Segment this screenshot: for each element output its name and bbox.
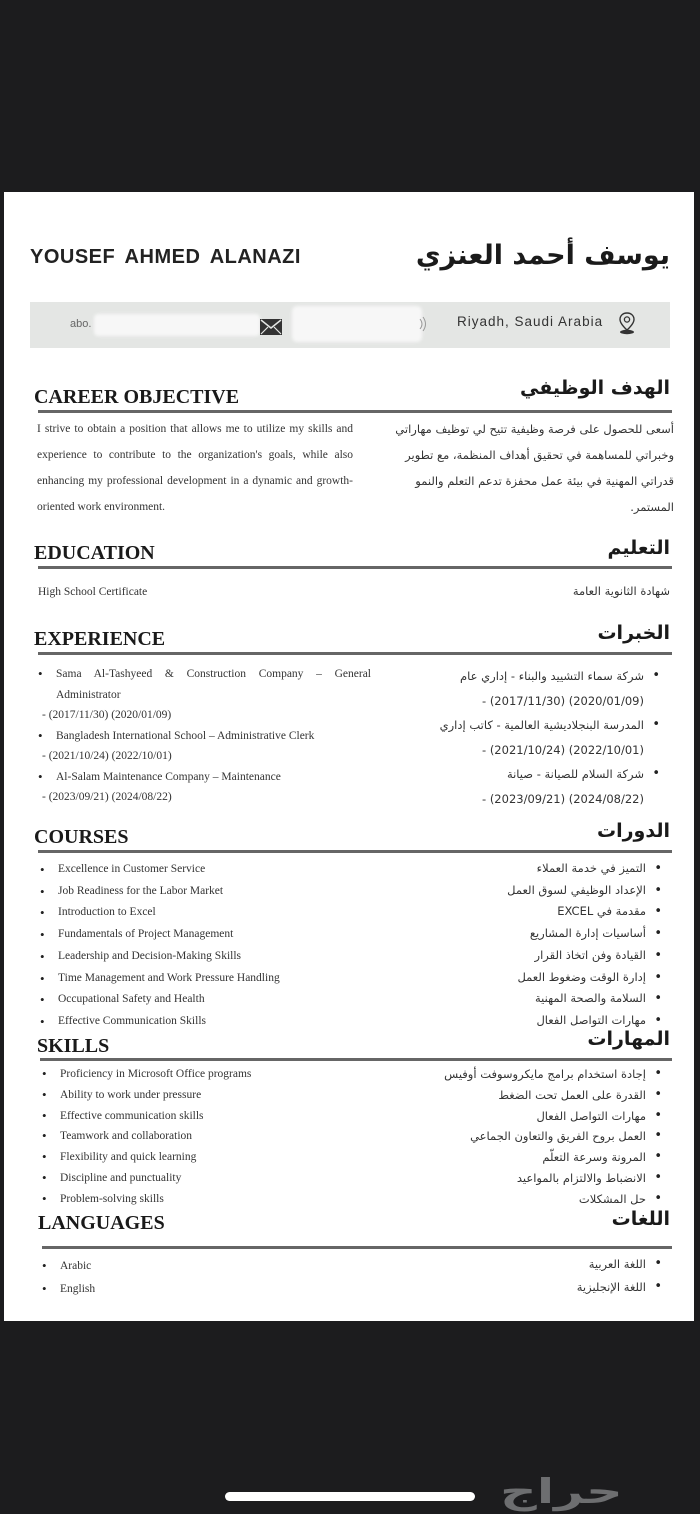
skill-item: • إجادة استخدام برامج مايكروسوفت أوفيس xyxy=(444,1064,666,1085)
course-item: • Effective Communication Skills xyxy=(38,1011,280,1033)
skills-list-en xyxy=(40,1064,251,1210)
experience-item: • Sama Al-Tashyeed & Construction Company – General Administrator xyxy=(36,664,371,705)
courses-list-en xyxy=(38,859,280,1033)
course-item: • مهارات التواصل الفعال xyxy=(507,1010,666,1032)
language-item: • اللغة الإنجليزية xyxy=(577,1276,666,1299)
education-item-ar: شهادة الثانوية العامة xyxy=(572,584,670,598)
experience-item: • Bangladesh International School – Administrative Clerk xyxy=(36,726,371,747)
skill-item: • Effective communication skills xyxy=(40,1106,251,1127)
course-item: • Job Readiness for the Labor Market xyxy=(38,881,280,903)
course-item: • مقدمة في EXCEL xyxy=(507,901,666,923)
experience-dates: - (2021/10/24) (2022/10/01) xyxy=(482,742,644,757)
section-divider xyxy=(42,1246,672,1249)
course-item: • Introduction to Excel xyxy=(38,902,280,924)
experience-dates: - (2017/11/30) (2020/01/09) xyxy=(482,693,644,708)
skill-item: • Teamwork and collaboration xyxy=(40,1126,251,1147)
languages-title-ar: اللغات xyxy=(611,1208,670,1230)
languages-title-en: LANGUAGES xyxy=(38,1212,165,1234)
course-item: • الإعداد الوظيفي لسوق العمل xyxy=(507,880,666,902)
section-divider xyxy=(38,652,672,655)
skills-list-ar xyxy=(444,1064,666,1210)
education-title-ar: التعليم xyxy=(607,537,670,559)
section-divider xyxy=(38,410,672,413)
skill-item: • الانضباط والالتزام بالمواعيد xyxy=(444,1168,666,1189)
courses-title-ar: الدورات xyxy=(597,820,670,842)
home-indicator[interactable] xyxy=(225,1492,475,1501)
section-divider xyxy=(40,1058,672,1061)
experience-title-ar: الخبرات xyxy=(597,622,670,644)
experience-dates: - (2023/09/21) (2024/08/22) xyxy=(482,791,644,806)
section-divider xyxy=(38,850,672,853)
skill-item: • القدرة على العمل تحت الضغط xyxy=(444,1085,666,1106)
career-objective-title-ar: الهدف الوظيفي xyxy=(520,377,670,399)
objective-text-ar: أسعى للحصول على فرصة وظيفية تتيح لي توظيف مهاراتي وخبراتي للمساهمة في تحقيق أهداف المنظمة، مع تطوير قدراتي المهنية في بيئة عمل محفزة تدعم التعلم والنمو المستمر. xyxy=(395,422,674,514)
skill-item: • Flexibility and quick learning xyxy=(40,1147,251,1168)
experience-list-ar xyxy=(364,664,664,811)
course-item: • Occupational Safety and Health xyxy=(38,989,280,1011)
courses-list-ar xyxy=(507,858,666,1032)
course-item: • Leadership and Decision-Making Skills xyxy=(38,946,280,968)
resume-page xyxy=(4,192,694,1321)
course-item: • Excellence in Customer Service xyxy=(38,859,280,881)
career-objective-title-en: CAREER OBJECTIVE xyxy=(34,386,240,408)
skill-item: • العمل بروح الفريق والتعاون الجماعي xyxy=(444,1126,666,1147)
experience-item: • شركة سماء التشييد والبناء - إداري عام - (2017/11/30) (2020/01/09) xyxy=(364,664,664,713)
redacted-phone xyxy=(292,306,422,342)
courses-title-en: COURSES xyxy=(34,826,129,848)
language-item: • English xyxy=(40,1278,95,1301)
skill-item: • Ability to work under pressure xyxy=(40,1085,251,1106)
contact-bar xyxy=(30,302,670,348)
skill-item: • مهارات التواصل الفعال xyxy=(444,1106,666,1127)
course-item: • Fundamentals of Project Management xyxy=(38,924,280,946)
language-item: • Arabic xyxy=(40,1255,95,1278)
experience-title-en: EXPERIENCE xyxy=(34,628,166,650)
skills-title-en: SKILLS xyxy=(37,1035,110,1057)
course-item: • السلامة والصحة المهنية xyxy=(507,988,666,1010)
haraj-watermark-logo: حراج xyxy=(500,1472,623,1512)
name-arabic: يوسف أحمد العنزي xyxy=(415,240,670,271)
course-item: • أساسيات إدارة المشاريع xyxy=(507,923,666,945)
experience-item: • Al-Salam Maintenance Company – Maintenance xyxy=(36,767,371,788)
skill-item: • Problem-solving skills xyxy=(40,1189,251,1210)
skill-item: • حل المشكلات xyxy=(444,1189,666,1210)
languages-list-ar xyxy=(577,1253,666,1298)
experience-dates: - (2023/09/21) (2024/08/22) xyxy=(42,791,172,803)
skills-title-ar: المهارات xyxy=(587,1028,670,1050)
experience-item: • المدرسة البنجلاديشية العالمية - كاتب إداري - (2021/10/24) (2022/10/01) xyxy=(364,713,664,762)
experience-list-en xyxy=(36,664,371,808)
course-item: • إدارة الوقت وضغوط العمل xyxy=(507,967,666,989)
name-english: YOUSEF AHMED ALANAZI xyxy=(30,246,301,268)
location-text: Riyadh, Saudi Arabia xyxy=(457,314,604,329)
experience-item: • شركة السلام للصيانة - صيانة - (2023/09/21) (2024/08/22) xyxy=(364,762,664,811)
course-item: • Time Management and Work Pressure Handling xyxy=(38,968,280,990)
course-item: • التميز في خدمة العملاء xyxy=(507,858,666,880)
section-divider xyxy=(38,566,672,569)
objective-text-en: I strive to obtain a position that allows me to utilize my skills and experience to contribute to the organization's goals, while also enhancing my professional development in a dynamic and growth-oriented work environment. xyxy=(37,423,353,513)
skill-item: • Proficiency in Microsoft Office programs xyxy=(40,1064,251,1085)
phone-icon xyxy=(418,316,428,332)
languages-list-en xyxy=(40,1255,95,1300)
experience-dates: - (2021/10/24) (2022/10/01) xyxy=(42,750,172,762)
redacted-email xyxy=(94,314,260,336)
education-title-en: EDUCATION xyxy=(34,542,155,564)
skill-item: • Discipline and punctuality xyxy=(40,1168,251,1189)
education-item-en: High School Certificate xyxy=(38,586,148,598)
skill-item: • المرونة وسرعة التعلّم xyxy=(444,1147,666,1168)
course-item: • القيادة وفن اتخاذ القرار xyxy=(507,945,666,967)
email-text: abo. xyxy=(70,318,92,330)
language-item: • اللغة العربية xyxy=(577,1253,666,1276)
experience-dates: - (2017/11/30) (2020/01/09) xyxy=(42,709,172,721)
map-pin-icon xyxy=(616,311,638,335)
mail-icon xyxy=(260,319,282,335)
